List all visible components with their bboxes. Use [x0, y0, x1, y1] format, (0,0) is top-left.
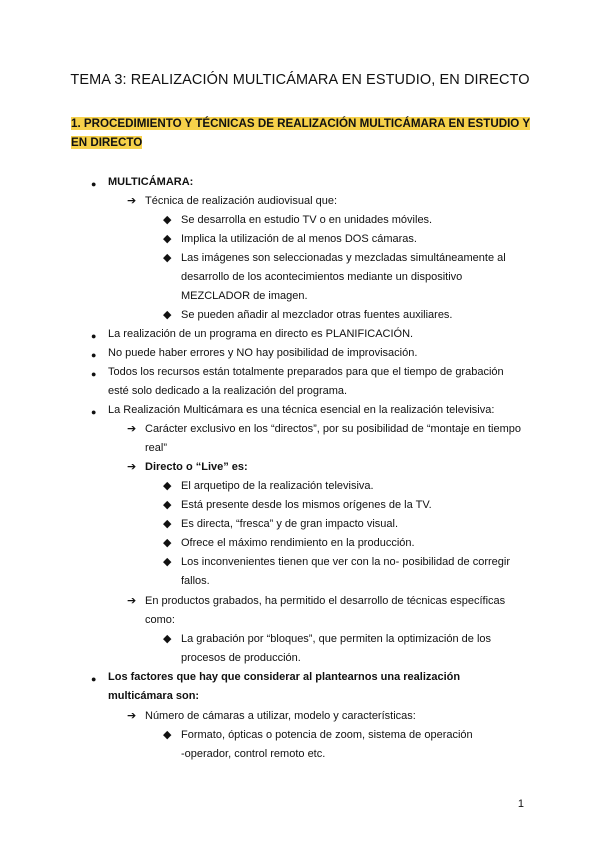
list-item: Ofrece el máximo rendimiento en la producción. [181, 537, 415, 549]
diamond-icon: ◆ [163, 252, 172, 264]
list-item: La grabación por “bloques”, que permiten la optimización de los [181, 633, 492, 645]
arrow-icon: ➔ [127, 461, 137, 473]
list-item: Se pueden añadir al mezclador otras fuentes auxiliares. [181, 309, 453, 321]
diamond-icon: ◆ [163, 633, 172, 645]
document-title: TEMA 3: REALIZACIÓN MULTICÁMARA EN ESTUDIO, EN DIRECTO [70, 72, 530, 88]
arrow-icon: ➔ [127, 595, 137, 607]
bullet-icon: ● [91, 369, 97, 379]
list-item: Formato, ópticas o potencia de zoom, sistema de operación [181, 729, 473, 741]
arrow-icon: ➔ [127, 710, 137, 722]
list-item: Técnica de realización audiovisual que: [145, 195, 338, 207]
bullet-icon: ● [91, 331, 97, 341]
arrow-icon: ➔ [127, 423, 137, 435]
section-heading-line-1 [71, 116, 530, 131]
section-heading-line-2 [71, 135, 142, 150]
list-item-continuation: -operador, control remoto etc. [181, 748, 326, 760]
list-item: Implica la utilización de al menos DOS cámaras. [181, 233, 417, 245]
list-item: Los inconvenientes tienen que ver con la no- posibilidad de corregir [181, 556, 510, 568]
page-number: 1 [517, 798, 524, 810]
list-item-continuation: real” [145, 442, 168, 454]
diamond-icon: ◆ [163, 480, 172, 492]
diamond-icon: ◆ [163, 518, 172, 530]
list-item-continuation: desarrollo de los acontecimientos mediante un dispositivo [181, 271, 463, 283]
list-item: Número de cámaras a utilizar, modelo y características: [145, 710, 416, 722]
diamond-icon: ◆ [163, 233, 172, 245]
list-item-continuation: como: [145, 614, 175, 626]
list-item-continuation: fallos. [181, 575, 210, 587]
bullet-icon: ● [91, 179, 97, 189]
list-item-continuation: procesos de producción. [181, 652, 301, 664]
list-item: Las imágenes son seleccionadas y mezcladas simultáneamente al [181, 252, 506, 264]
multicamara-label: MULTICÁMARA: [108, 176, 194, 188]
diamond-icon: ◆ [163, 537, 172, 549]
bullet-icon: ● [91, 674, 97, 684]
list-item: Se desarrolla en estudio TV o en unidades móviles. [181, 214, 433, 226]
list-item-heading: Directo o “Live” es: [145, 461, 248, 473]
list-item: La Realización Multicámara es una técnica esencial en la realización televisiva: [108, 404, 495, 416]
list-item-continuation: esté solo dedicado a la realización del programa. [108, 385, 348, 397]
list-item: Todos los recursos están totalmente preparados para que el tiempo de grabación [108, 366, 504, 378]
bullet-icon: ● [91, 350, 97, 360]
list-item: La realización de un programa en directo es PLANIFICACIÓN. [108, 328, 414, 340]
list-item-heading-continuation: multicámara son: [108, 690, 200, 702]
diamond-icon: ◆ [163, 729, 172, 741]
diamond-icon: ◆ [163, 309, 172, 321]
list-item-heading: Los factores que hay que considerar al plantearnos una realización [108, 671, 461, 683]
list-item-continuation: MEZCLADOR de imagen. [181, 290, 308, 302]
list-item: Es directa, “fresca” y de gran impacto visual. [181, 518, 399, 530]
diamond-icon: ◆ [163, 499, 172, 511]
list-item: No puede haber errores y NO hay posibilidad de improvisación. [108, 347, 418, 359]
list-item: Carácter exclusivo en los “directos”, por su posibilidad de “montaje en tiempo [145, 423, 522, 435]
bullet-icon: ● [91, 407, 97, 417]
section-heading-highlight: 1. PROCEDIMIENTO Y TÉCNICAS DE REALIZACIÓN MULTICÁMARA EN ESTUDIO Y [71, 117, 531, 130]
list-item: En productos grabados, ha permitido el desarrollo de técnicas específicas [145, 595, 506, 607]
arrow-icon: ➔ [127, 195, 137, 207]
list-item: El arquetipo de la realización televisiva. [181, 480, 374, 492]
section-heading-highlight: EN DIRECTO [71, 136, 143, 149]
diamond-icon: ◆ [163, 214, 172, 226]
list-item: Está presente desde los mismos orígenes de la TV. [181, 499, 432, 511]
diamond-icon: ◆ [163, 556, 172, 568]
